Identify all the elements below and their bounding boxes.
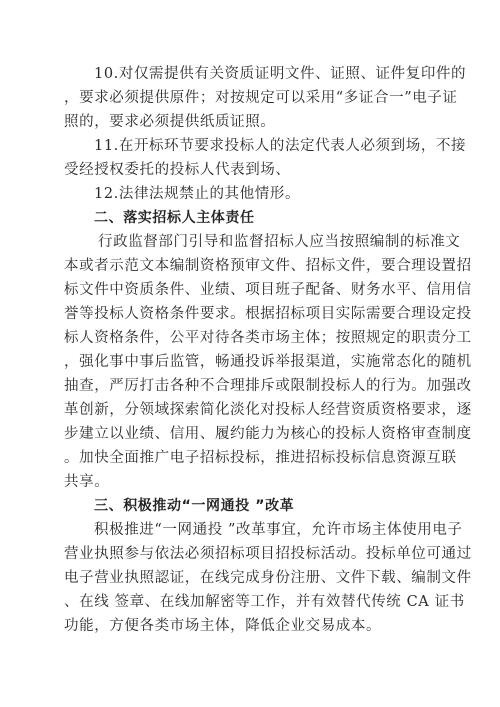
paragraph-10-line-2: ，要求必须提供原件；对按规定可以采用“多证合一”电子证 <box>64 90 458 106</box>
paragraph-10-line-1: 10.对仅需提供有关资质证明文件、证照、证件复印件的 <box>94 66 467 82</box>
section-2-line: 步建立以业绩、信用、履约能力为核心的投标人资格审查制度 <box>64 426 472 442</box>
section-3-line: 积极推进“一网通投 ”改革事宜，允许市场主体使用电子 <box>94 522 463 538</box>
section-2-line: 共享。 <box>64 474 110 490</box>
section-2-line: 誉等投标人资格条件要求。根据招标项目实际需要合理设定投 <box>64 306 472 322</box>
section-2-line: 。加快全面推广电子招标投标，推进招标投标信息资源互联 <box>64 450 457 466</box>
section-2-line: 行政监督部门引导和监督招标人应当按照编制的标准文 <box>98 234 461 250</box>
section-3-line: 电子营业执照認证，在线完成身份注册、文件下载、编制文件 <box>64 570 472 586</box>
section-2-line: 革创新，分领域探索简化淡化对投标人经营资质资格要求，逐 <box>64 402 472 418</box>
section-3-line: 功能，方便各类市场主体，降低企业交易成本。 <box>64 618 382 634</box>
paragraph-10-line-3: 照的，要求必须提供纸质证照。 <box>64 114 276 130</box>
section-3-line: 营业执照参与依法必须招标项目招投标活动。投标单位可通过 <box>64 546 472 562</box>
section-3-heading: 三、积极推动“一网通投 ”改革 <box>94 498 295 514</box>
section-2-line: 抽查，严厉打击各种不合理排斥或限制投标人的行为。加强改 <box>64 378 472 394</box>
section-3-line: 、在线 签章、在线加解密等工作，并有效替代传统 CA 证书 <box>64 594 465 610</box>
paragraph-11-line-2: 受经授权委托的投标人代表到场、 <box>64 162 291 178</box>
paragraph-12: 12.法律法规禁止的其他情形。 <box>94 186 301 202</box>
section-2-line: 标人资格条件，公平对待各类市场主体；按照规定的职责分工 <box>64 330 472 346</box>
section-2-line: ，强化事中事后监管，畅通投诉举报渠道，实施常态化的随机 <box>64 354 472 370</box>
paragraph-11-line-1: 11.在开标环节要求投标人的法定代表人必须到场，不接 <box>94 138 467 154</box>
section-2-heading: 二、落实招标人主体责任 <box>94 210 255 226</box>
section-2-line: 本或者示范文本编制资格预审文件、招标文件，要合理设置招 <box>64 258 472 274</box>
section-2-line: 标文件中资质条件、业绩、项目班子配备、财务水平、信用信 <box>64 282 472 298</box>
